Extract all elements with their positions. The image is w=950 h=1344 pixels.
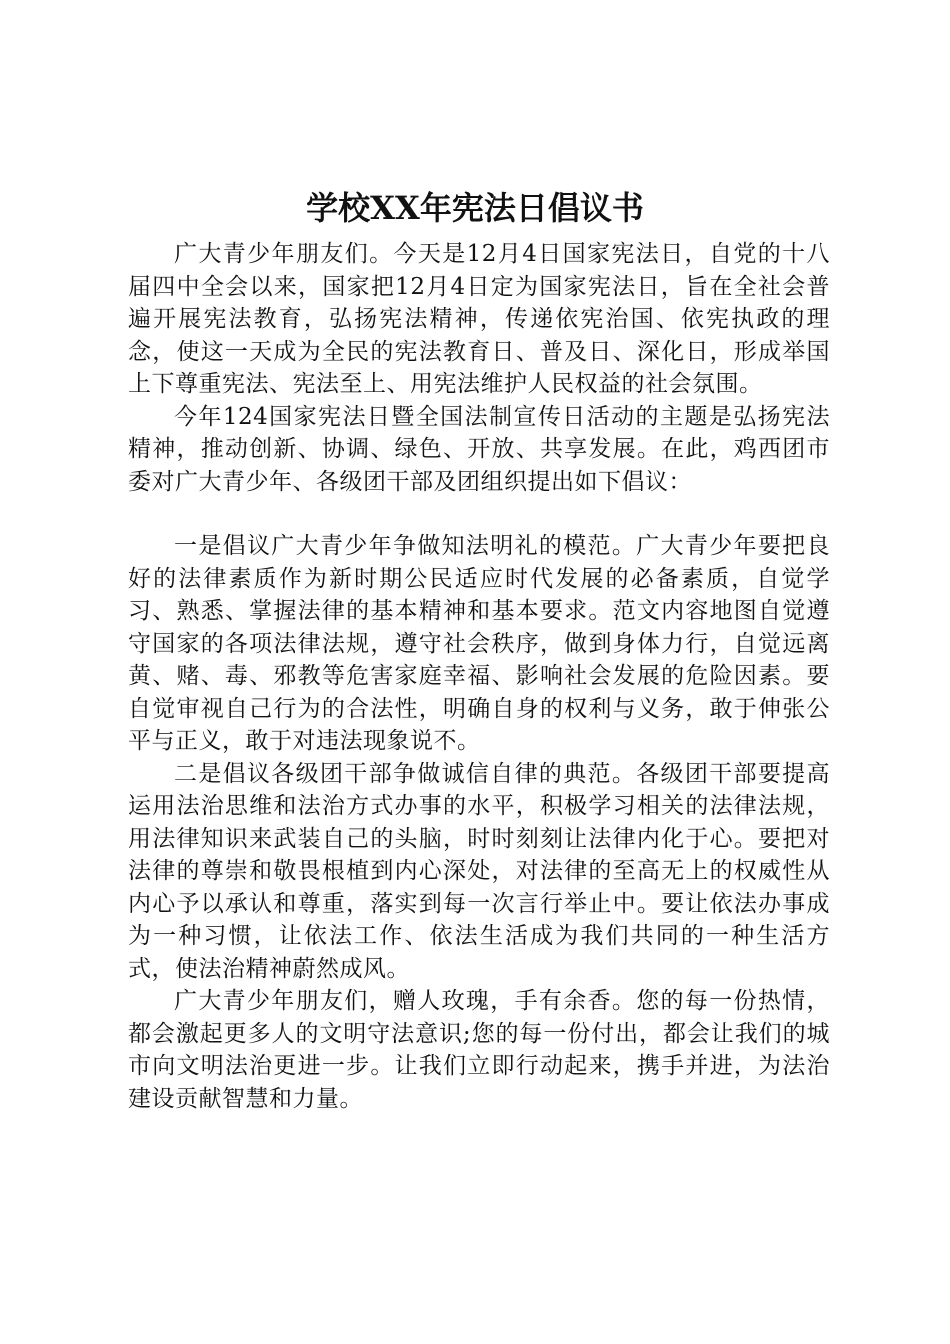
- paragraph-spacer: [128, 498, 830, 530]
- paragraph-closing: 广大青少年朋友们，赠人玫瑰，手有余香。您的每一份热情，都会激起更多人的文明守法意识;您的每一份付出，都会让我们的城市向文明法治更进一步。让我们立即行动起来，携手并进，为法治建设贡献智慧和力量。: [128, 988, 830, 1112]
- paragraph-theme: 今年124国家宪法日暨全国法制宣传日活动的主题是弘扬宪法精神，推动创新、协调、绿色、开放、共享发展。在此，鸡西团市委对广大青少年、各级团干部及团组织提出如下倡议：: [128, 403, 830, 495]
- paragraph-greeting: 广大青少年朋友们。今天是12月4日国家宪法日，自党的十八届四中全会以来，国家把12月4日定为国家宪法日，旨在全社会普遍开展宪法教育，弘扬宪法精神，传递依宪治国、依宪执政的理念，使这一天成为全民的宪法教育日、普及日、深化日，形成举国上下尊重宪法、宪法至上、用宪法维护人民权益的社会氛围。: [128, 241, 830, 397]
- paragraph-proposal-youth: 一是倡议广大青少年争做知法明礼的模范。广大青少年要把良好的法律素质作为新时期公民适应时代发展的必备素质，自觉学习、熟悉、掌握法律的基本精神和基本要求。范文内容地图自觉遵守国家的各项法律法规，遵守社会秩序，做到身体力行，自觉远离黄、赌、毒、邪教等危害家庭幸福、影响社会发展的危险因素。要自觉审视自己行为的合法性，明确自身的权利与义务，敢于伸张公平与正义，敢于对违法现象说不。: [128, 533, 830, 754]
- paragraph-proposal-cadres: 二是倡议各级团干部争做诚信自律的典范。各级团干部要提高运用法治思维和法治方式办事的水平，积极学习相关的法律法规，用法律知识来武装自己的头脑，时时刻刻让法律内化于心。要把对法律的尊崇和敬畏根植到内心深处，对法律的至高无上的权威性从内心予以承认和尊重，落实到每一次言行举止中。要让依法办事成为一种习惯，让依法工作、依法生活成为我们共同的一种生活方式，使法治精神蔚然成风。: [128, 760, 830, 982]
- document-title: 学校XX年宪法日倡议书: [306, 189, 644, 227]
- document-body: [128, 238, 830, 1115]
